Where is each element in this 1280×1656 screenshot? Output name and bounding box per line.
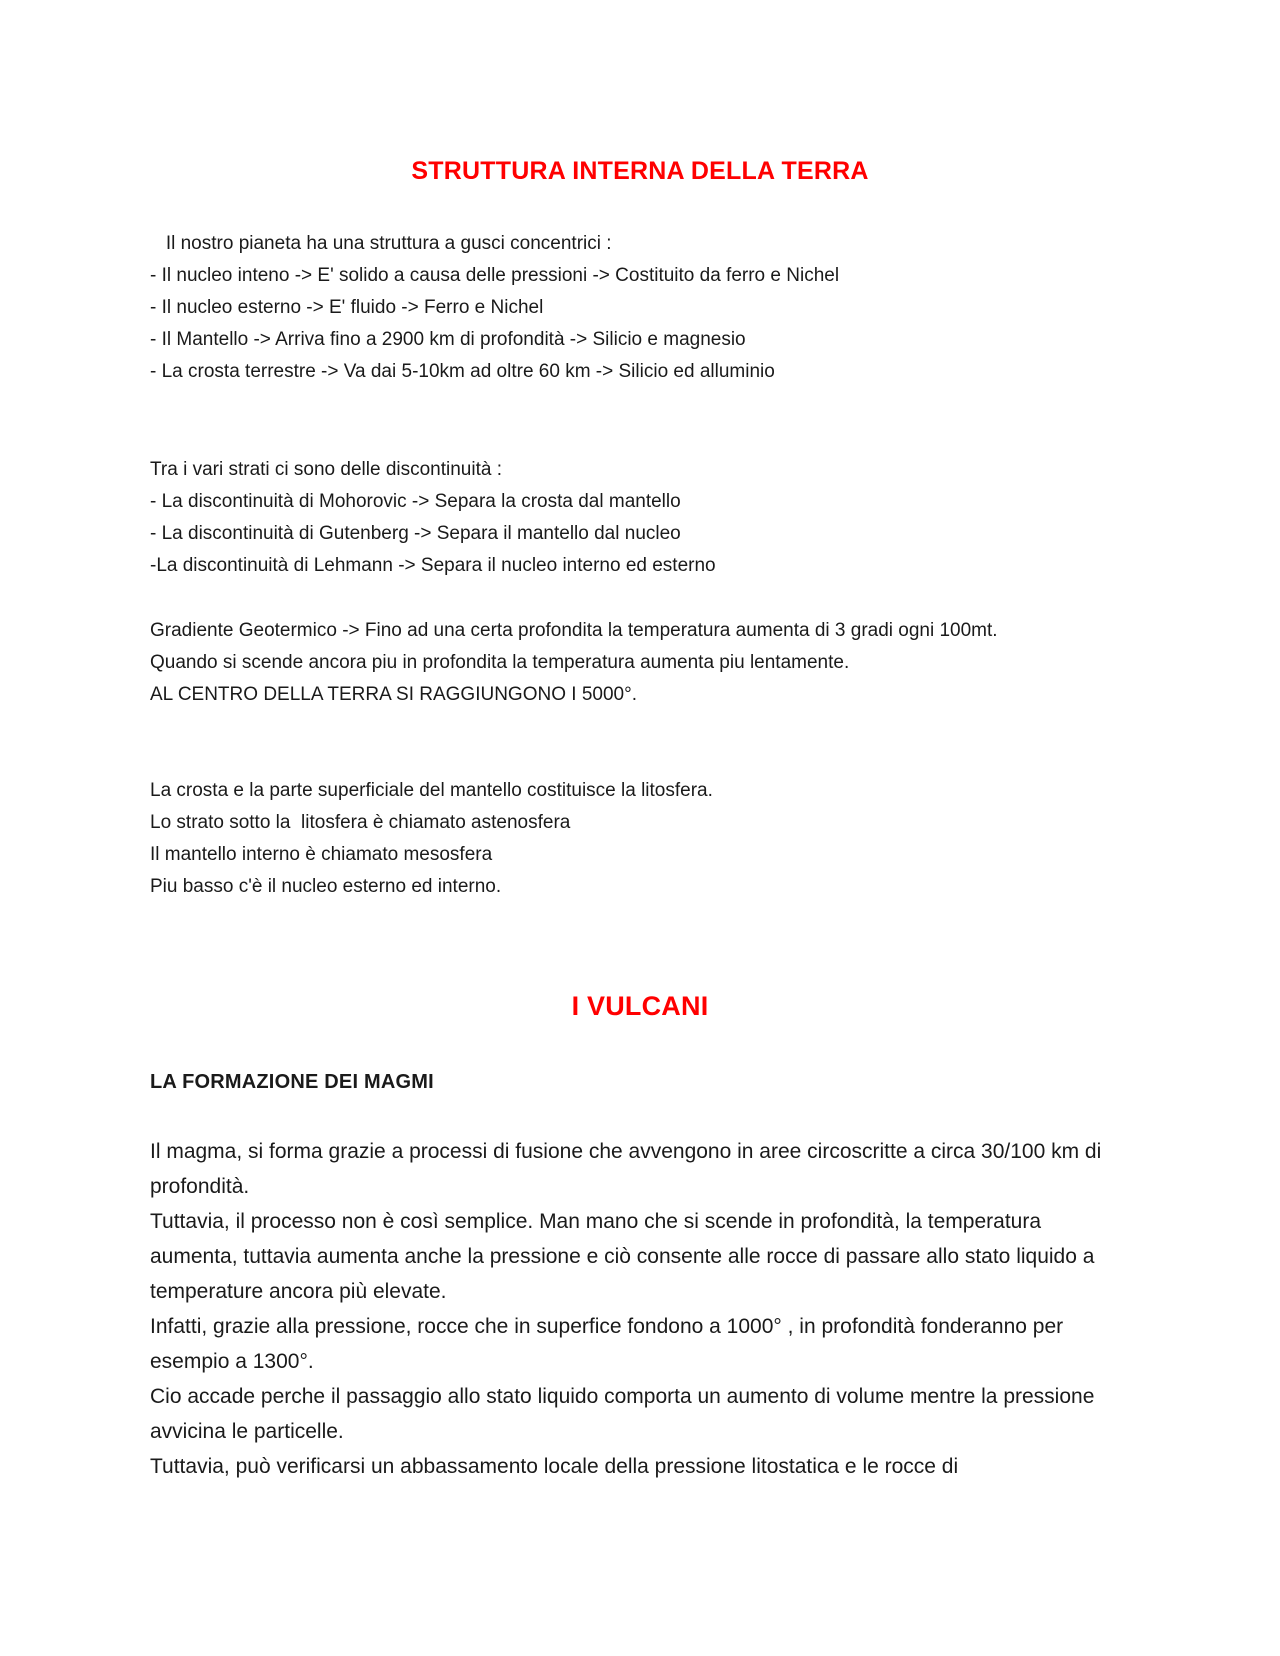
section-title-volcanoes: I VULCANI xyxy=(571,991,709,1021)
text-line: - Il nucleo esterno -> E' fluido -> Ferro e Nichel xyxy=(150,297,544,318)
text-line: AL CENTRO DELLA TERRA SI RAGGIUNGONO I 5000°. xyxy=(150,684,637,705)
paragraph: Cio accade perche il passaggio allo stato liquido comporta un aumento di volume mentre la pressione avvicina le particelle. xyxy=(150,1385,1095,1443)
text-line: Il nostro pianeta ha una struttura a gusci concentrici : xyxy=(150,233,612,254)
text-line: -La discontinuità di Lehmann -> Separa il nucleo interno ed esterno xyxy=(150,555,716,576)
paragraph: Tuttavia, il processo non è così semplice. Man mano che si scende in profondità, la temperatura aumenta, tuttavia aumenta anche la pressione e ciò consente alle rocce di passare allo stato liquido a temperature ancora più elevate. xyxy=(150,1210,1095,1303)
paragraph: Infatti, grazie alla pressione, rocce che in superfice fondono a 1000° , in profondità fonderanno per esempio a 1300°. xyxy=(150,1315,1064,1373)
intro-block xyxy=(150,228,1130,388)
paragraph: Tuttavia, può verificarsi un abbassamento locale della pressione litostatica e le rocce di xyxy=(150,1455,959,1478)
text-line: Il mantello interno è chiamato mesosfera xyxy=(150,844,493,865)
layers-block xyxy=(150,775,1130,903)
text-line: - Il nucleo inteno -> E' solido a causa delle pressioni -> Costituito da ferro e Nichel xyxy=(150,265,840,286)
gradient-block xyxy=(150,615,1130,711)
discontinuity-block xyxy=(150,454,1130,582)
text-line: - La crosta terrestre -> Va dai 5-10km ad oltre 60 km -> Silicio ed alluminio xyxy=(150,361,775,382)
text-line: - La discontinuità di Mohorovic -> Separa la crosta dal mantello xyxy=(150,491,681,512)
section-title-earth-structure: STRUTTURA INTERNA DELLA TERRA xyxy=(411,157,869,185)
text-line: La crosta e la parte superficiale del mantello costituisce la litosfera. xyxy=(150,780,713,801)
text-line: Lo strato sotto la litosfera è chiamato astenosfera xyxy=(150,812,571,833)
text-line: - La discontinuità di Gutenberg -> Separa il mantello dal nucleo xyxy=(150,523,681,544)
subsection-heading: LA FORMAZIONE DEI MAGMI xyxy=(150,1071,434,1093)
text-line: Gradiente Geotermico -> Fino ad una certa profondita la temperatura aumenta di 3 gradi ogni 100mt. xyxy=(150,620,998,641)
text-line: Tra i vari strati ci sono delle discontinuità : xyxy=(150,459,503,480)
text-line: Quando si scende ancora piu in profondita la temperatura aumenta piu lentamente. xyxy=(150,652,850,673)
text-line: Piu basso c'è il nucleo esterno ed interno. xyxy=(150,876,502,897)
text-line: - Il Mantello -> Arriva fino a 2900 km di profondità -> Silicio e magnesio xyxy=(150,329,746,350)
paragraph: Il magma, si forma grazie a processi di fusione che avvengono in aree circoscritte a circa 30/100 km di profondità. xyxy=(150,1140,1102,1198)
magma-formation-body xyxy=(150,1134,1130,1484)
